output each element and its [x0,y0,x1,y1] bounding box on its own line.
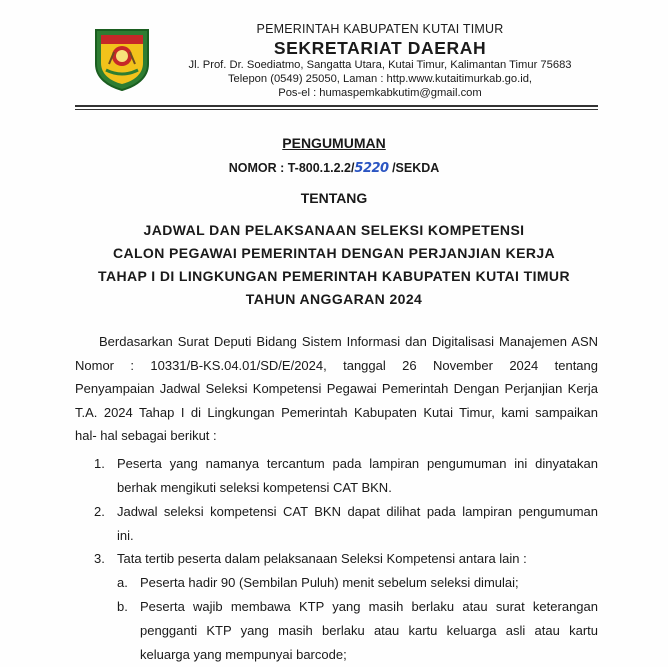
list-item-text: berhak mengikuti seleksi kompetensi CAT BKN. [117,480,392,495]
list-number: 3. [94,551,105,566]
list-number: 2. [94,504,105,519]
sublist-letter: b. [117,599,128,614]
office-address: Jl. Prof. Dr. Soediatmo, Sangatta Utara, Kutai Timur, Kalimantan Timur 75683 [188,59,572,71]
sublist-item-text: keluarga yang mempunyai barcode; [140,647,347,662]
intro-line: hal- hal sebagai berikut : [75,428,217,443]
list-item-text: ini. [117,528,134,543]
sublist-item-text: pengganti KTP yang masih berlaku atau kartu keluarga asli atau kartu [140,623,598,638]
sublist-item-text: Peserta wajib membawa KTP yang masih berlaku atau surat keterangan [140,599,598,614]
intro-line: Nomor : 10331/B-KS.04.01/SD/E/2024, tanggal 26 November 2024 tentang [75,358,598,373]
intro-line: Penyampaian Jadwal Seleksi Kompetensi Pegawai Pemerintah Dengan Perjanjian Kerja [75,381,598,396]
subject-heading: TENTANG [300,190,368,206]
list-item-text: Peserta yang namanya tercantum pada lampiran pengumuman ini dinyatakan [117,456,598,471]
document-number [0,161,668,176]
intro-line: T.A. 2024 Tahap I di Lingkungan Pemerintah Kabupaten Kutai Timur, kami sampaikan [75,405,598,420]
list-item-text: Jadwal seleksi kompetensi CAT BKN dapat dilihat pada lampiran pengumuman [117,504,598,519]
letterhead-divider-thick [75,105,598,107]
kutai-timur-regency-emblem [92,26,152,92]
intro-line: Berdasarkan Surat Deputi Bidang Sistem Informasi dan Digitalisasi Manajemen ASN [99,334,598,349]
list-number: 1. [94,456,105,471]
document-title: PENGUMUMAN [282,135,386,151]
list-item-text: Tata tertib peserta dalam pelaksanaan Seleksi Kompetensi antara lain : [117,551,527,566]
sublist-letter: a. [117,575,128,590]
subject-line: JADWAL DAN PELAKSANAAN SELEKSI KOMPETENSI [143,222,525,238]
subject-line: TAHAP I DI LINGKUNGAN PEMERINTAH KABUPATEN KUTAI TIMUR [98,268,570,284]
office-email: Pos-el : humaspemkabkutim@gmail.com [278,87,482,99]
sublist-item-text: Peserta hadir 90 (Sembilan Puluh) menit sebelum seleksi dimulai; [140,575,519,590]
handwritten-number: 5220 [354,161,389,176]
letterhead-divider-thin [75,109,598,110]
subject-line: TAHUN ANGGARAN 2024 [245,291,423,307]
office-name: SEKRETARIAT DAERAH [273,38,487,58]
number-suffix: /SEKDA [388,161,440,175]
government-name: PEMERINTAH KABUPATEN KUTAI TIMUR [256,22,504,36]
office-contact: Telepon (0549) 25050, Laman : http.www.kutaitimurkab.go.id, [227,73,533,85]
number-prefix: NOMOR : T-800.1.2.2/ [228,161,355,175]
subject-line: CALON PEGAWAI PEMERINTAH DENGAN PERJANJIAN KERJA [112,245,556,261]
